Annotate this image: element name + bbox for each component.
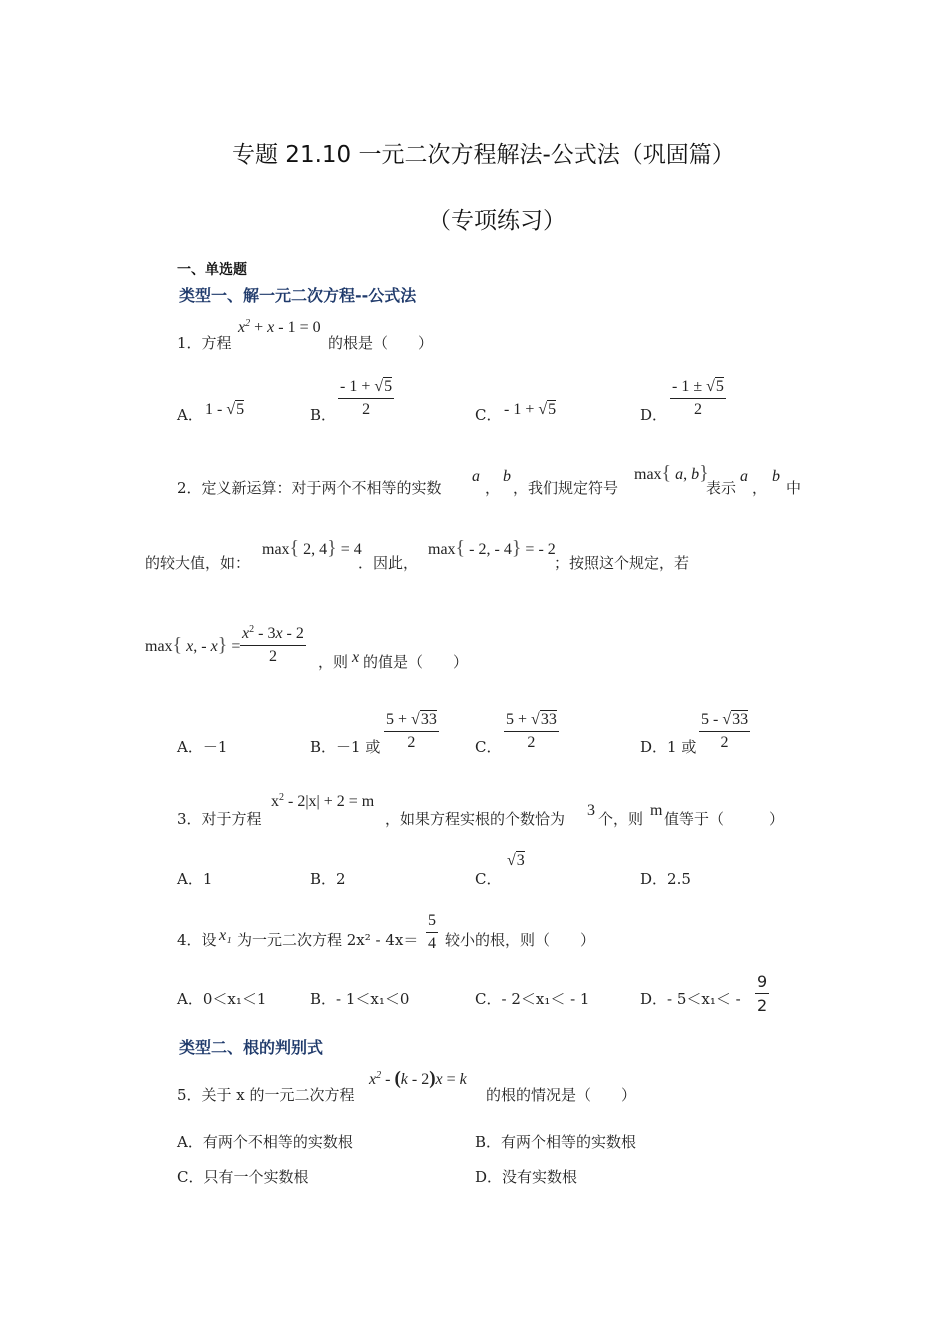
- type-heading-1: 类型一、解一元二次方程--公式法: [179, 286, 417, 305]
- q3-prefix: 3．对于方程: [177, 810, 262, 828]
- q4-option-d-fraction: $\frac{9}{2}$: [757, 972, 768, 1015]
- q5-option-b: B．有两个相等的实数根: [475, 1133, 637, 1151]
- q2-option-d-fraction: $\frac{5 - √33}{2}$: [701, 711, 749, 751]
- q1-option-b-fraction: $\frac{- 1 + √5}{2}$: [340, 378, 393, 418]
- q2-equation-left: max{ x, - x} =: [145, 634, 241, 656]
- q5-option-c: C．只有一个实数根: [177, 1168, 309, 1186]
- q5-prefix: 5．关于 x 的一元二次方程: [177, 1086, 355, 1104]
- q2-option-c-fraction: $\frac{5 + √33}{2}$: [506, 711, 557, 751]
- q4-option-a: A．0＜x₁＜1: [177, 990, 267, 1008]
- page-subtitle: （专项练习）: [428, 208, 566, 234]
- q2-line1-b: ，我们规定符号: [513, 479, 619, 497]
- q2-var-b2: b: [772, 468, 780, 485]
- q2-option-b-label: B．－1 或: [310, 738, 381, 756]
- q1-option-a-expr: 1 - √5: [205, 401, 245, 418]
- q1-option-d-fraction: $\frac{- 1 \pm √5}{2}$: [672, 378, 724, 418]
- q5-option-d: D．没有实数根: [475, 1168, 578, 1186]
- q2-comma-1: ，: [485, 479, 501, 497]
- q2-equation-fraction: $\frac{x^2 - 3x - 2}{2}$: [242, 624, 304, 665]
- q2-line1-a: 2．定义新运算：对于两个不相等的实数: [177, 479, 442, 497]
- q2-example-1: max{ 2, 4} = 4: [262, 537, 362, 559]
- q1-option-c-expr: - 1 + √5: [504, 401, 557, 418]
- page-title: 专题 21.10 一元二次方程解法-公式法（巩固篇）: [232, 142, 735, 168]
- q2-line2-a: 的较大值，如：: [145, 554, 251, 572]
- q4-prefix: 4．设: [177, 931, 217, 949]
- q3-option-c-label: C．: [475, 870, 502, 888]
- q2-option-a: A．－1: [177, 738, 228, 756]
- q4-mid: 为一元二次方程 2x² - 4x＝: [237, 931, 419, 949]
- q4-fraction: $\frac{5}{4}$: [428, 912, 436, 952]
- q3-three: 3: [587, 802, 595, 819]
- q3-suffix: 值等于（ ）: [664, 810, 785, 828]
- section-heading: 一、单选题: [177, 262, 247, 278]
- q3-option-c-expr: √3: [507, 852, 525, 869]
- q1-option-a-label: A．: [177, 406, 203, 424]
- q4-option-c: C．- 2＜x₁＜ - 1: [475, 990, 590, 1008]
- q2-line2-b: ．因此，: [358, 554, 419, 572]
- q3-m: m: [650, 802, 663, 819]
- type-heading-2: 类型二、根的判别式: [179, 1038, 324, 1057]
- q3-mid: ，如果方程实根的个数恰为: [385, 810, 566, 828]
- q1-number: 1．方程: [177, 334, 232, 352]
- q1-suffix: 的根是（ ）: [328, 334, 434, 352]
- q2-option-d-label: D．1 或: [640, 738, 697, 756]
- q2-comma-2: ，: [752, 479, 768, 497]
- q1-option-b-label: B．: [310, 406, 337, 424]
- q2-option-c-label: C．: [475, 738, 502, 756]
- q5-option-a: A．有两个不相等的实数根: [177, 1133, 353, 1151]
- q2-max-ab: max{ a, b}: [634, 462, 709, 484]
- q3-mid2: 个，则: [598, 810, 644, 828]
- q1-option-d-label: D．: [640, 406, 668, 424]
- q2-line2-c: ；按照这个规定，若: [554, 554, 690, 572]
- q4-x1: x₁: [219, 927, 232, 944]
- q5-equation: $x^2 - (k - 2)x = k$: [369, 1068, 467, 1089]
- q1-option-c-label: C．: [475, 406, 502, 424]
- q2-option-b-fraction: $\frac{5 + √33}{2}$: [386, 711, 437, 751]
- q2-line3-b: ，则: [318, 653, 349, 671]
- q2-zhong: 中: [786, 479, 802, 497]
- q4-suffix: 较小的根，则（ ）: [445, 931, 596, 949]
- q3-option-a: A．1: [177, 870, 213, 888]
- q4-option-d-label: D．- 5＜x₁＜ -: [640, 990, 741, 1008]
- q2-var-a: a: [472, 468, 480, 485]
- q2-line1-c: 表示: [706, 479, 737, 497]
- q1-equation: $x^2 + x - 1 = 0$: [238, 318, 321, 336]
- q2-line3-c: 的值是（ ）: [363, 653, 469, 671]
- q2-example-2: max{ - 2, - 4} = - 2: [428, 537, 556, 559]
- q3-option-d: D．2.5: [640, 870, 691, 888]
- q3-equation: $x^2 - 2|x| + 2 = m$: [271, 792, 375, 810]
- q2-var-b: b: [503, 468, 511, 485]
- q4-option-b: B．- 1＜x₁＜0: [310, 990, 410, 1008]
- q2-var-x: x: [352, 649, 360, 666]
- q2-var-a2: a: [740, 468, 748, 485]
- q5-suffix: 的根的情况是（ ）: [486, 1086, 637, 1104]
- q3-option-b: B．2: [310, 870, 346, 888]
